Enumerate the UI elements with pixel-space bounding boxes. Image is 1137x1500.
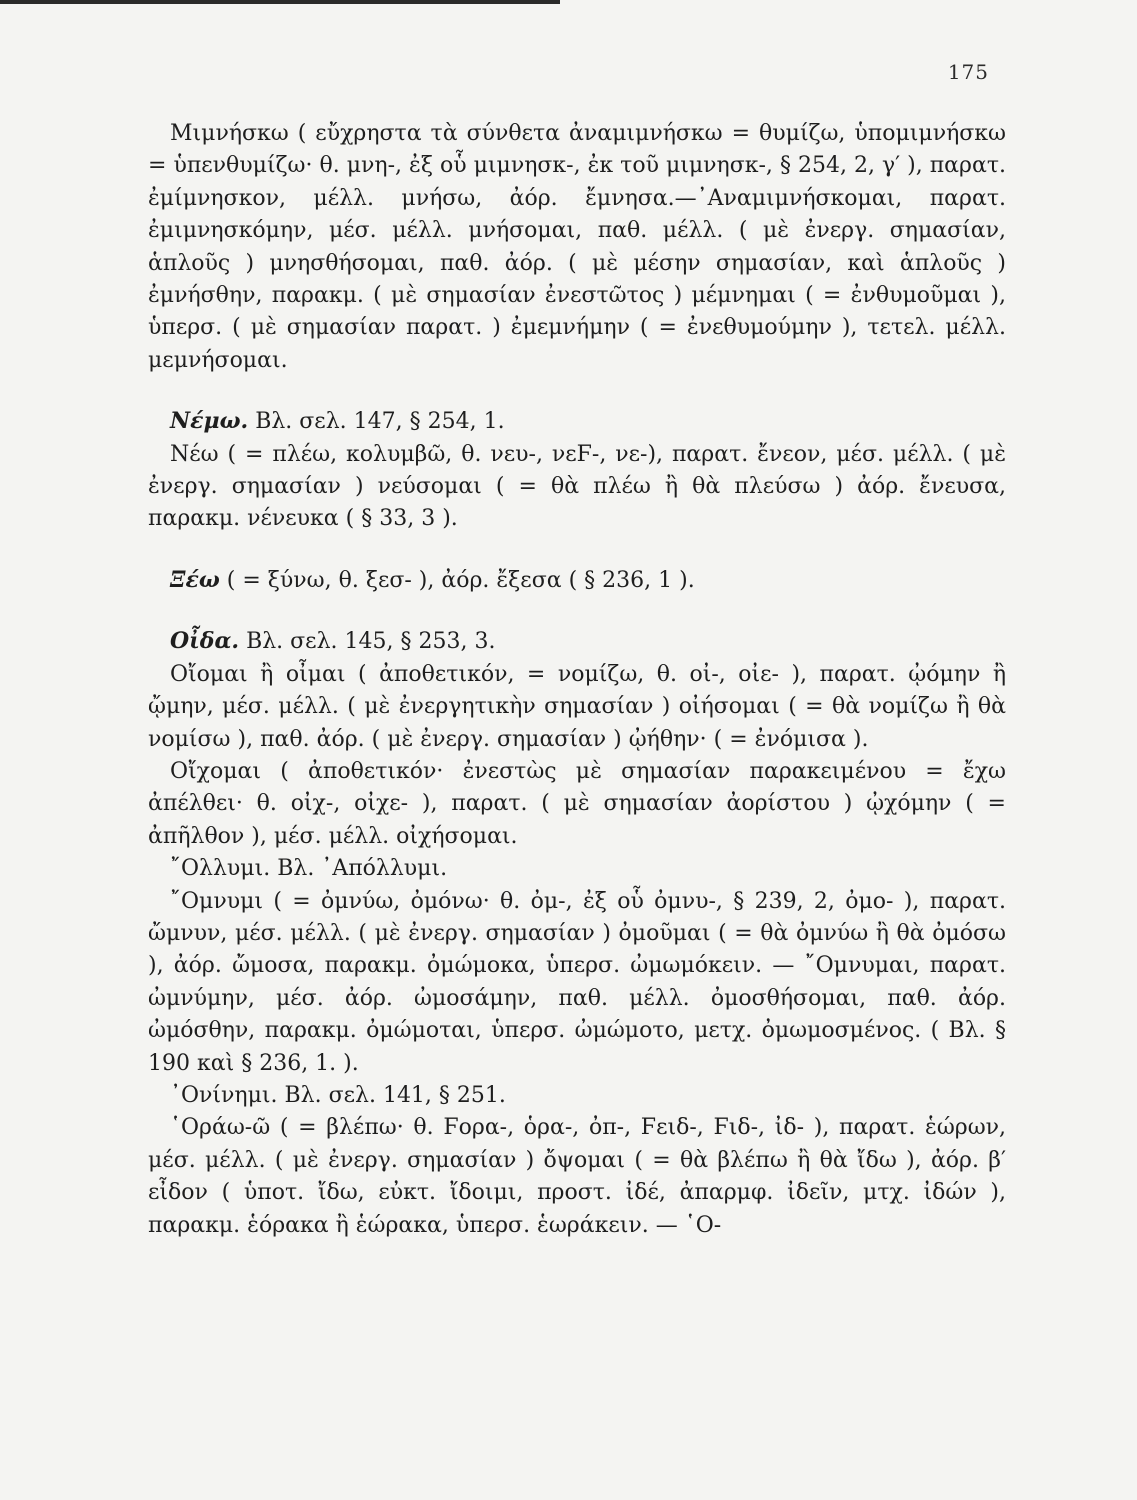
entry-ollymi: ῎Ολλυμι. Βλ. ᾿Απόλλυμι. bbox=[170, 856, 448, 882]
entry-xeo bbox=[148, 564, 1006, 597]
entry-oida-headword: Οἶδα. bbox=[170, 628, 240, 655]
entry-nemo-body: Βλ. σελ. 147, § 254, 1. bbox=[248, 409, 505, 435]
entry-nemo bbox=[148, 405, 1006, 438]
entry-xeo-body: ( = ξύνω, θ. ξεσ- ), ἀόρ. ἔξεσα ( § 236, 1 ). bbox=[219, 567, 695, 593]
entry-orao: ῾Οράω-ῶ ( = βλέπω· θ. Ϝορα-, ὁρα-, ὀπ-, Ϝειδ-, Ϝιδ-, ἰδ- ), παρατ. ἑώρων, μέσ. μέλλ. ( μὲ ἐνεργ. σημασίαν ) ὄψομαι ( = θὰ βλέπω ἢ θὰ ἴδω ), ἀόρ. β′ εἶδον ( ὑποτ. ἴδω, εὐκτ. ἴδοιμι, προστ. ἰδέ, ἀπαρμφ. ἰδεῖν, μτχ. ἰδών ), παρακμ. ἑόρακα ἢ ἑώρακα, ὑπερσ. ἑωράκειν. — ῾Ο- bbox=[148, 1115, 1006, 1238]
entry-omnymi: ῎Ομνυμι ( = ὀμνύω, ὀμόνω· θ. ὀμ-, ἐξ οὗ ὀμνυ-, § 239, 2, ὀμο- ), παρατ. ὤμνυν, μέσ. μέλλ. ( μὲ ἐνεργ. σημασίαν ) ὀμοῦμαι ( = θὰ ὀμνύω ἢ θὰ ὀμόσω ), ἀόρ. ὤμοσα, παρακμ. ὀμώμοκα, ὑπερσ. ὠμωμόκειν. — ῎Ομνυμαι, παρατ. ὠμνύμην, μέσ. ἀόρ. ὠμοσάμην, παθ. μέλλ. ὀμοσθήσομαι, παθ. ἀόρ. ὠμόσθην, παρακμ. ὀμώμοται, ὑπερσ. ὠμώμοτο, μετχ. ὀμωμοσμένος. ( Βλ. § 190 καὶ § 236, 1. ). bbox=[148, 888, 1006, 1076]
top-scan-edge bbox=[0, 0, 560, 4]
entry-xeo-headword: Ξέω bbox=[170, 566, 220, 593]
entry-nemo-headword: Νέμω. bbox=[170, 408, 249, 435]
dictionary-text bbox=[148, 118, 1006, 1242]
entry-oninimi: ᾿Ονίνημι. Βλ. σελ. 141, § 251. bbox=[170, 1082, 506, 1108]
entry-oiomai: Οἴομαι ἢ οἶμαι ( ἀποθετικόν, = νομίζω, θ. οἰ-, οἰε- ), παρατ. ᾠόμην ἢ ᾤμην, μέσ. μέλλ. ( μὲ ἐνεργητικὴν σημασίαν ) οἰήσομαι ( = θὰ νομίζω ἢ θὰ νομίσω ), παθ. ἀόρ. ( μὲ ἐνεργ. σημασίαν ) ᾠήθην· ( = ἐνόμισα ). bbox=[148, 661, 1006, 752]
page-number: 175 bbox=[947, 60, 989, 84]
entry-mimnisko: Μιμνήσκω ( εὔχρηστα τὰ σύνθετα ἀναμιμνήσκω = θυμίζω, ὑπομιμνήσκω = ὑπενθυμίζω· θ. μνη-, ἐξ οὗ μιμνησκ-, ἐκ τοῦ μιμνησκ-, § 254, 2, γ′ ), παρατ. ἐμίμνησκον, μέλλ. μνήσω, ἀόρ. ἔμνησα.—᾿Αναμιμνήσκομαι, παρατ. ἐμιμνησκόμην, μέσ. μέλλ. μνήσομαι, παθ. μέλλ. ( μὲ ἐνεργ. σημασίαν, ἁπλοῦς ) μνησθήσομαι, παθ. ἀόρ. ( μὲ μέσην σημασίαν, καὶ ἁπλοῦς ) ἐμνήσθην, παρακμ. ( μὲ σημασίαν ἐνεστῶτος ) μέμνημαι ( = ἐνθυμοῦμαι ), ὑπερσ. ( μὲ σημασίαν παρατ. ) ἐμεμνήμην ( = ἐνεθυμούμην ), τετελ. μέλλ. μεμνήσομαι. bbox=[148, 121, 1006, 373]
entry-neo: Νέω ( = πλέω, κολυμβῶ, θ. νευ-, νεϜ-, νε-), παρατ. ἔνεον, μέσ. μέλλ. ( μὲ ἐνεργ. σημασίαν ) νεύσομαι ( = θὰ πλέω ἢ θὰ πλεύσω ) ἀόρ. ἔνευσα, παρακμ. νένευκα ( § 33, 3 ). bbox=[148, 441, 1006, 532]
entry-oida bbox=[148, 625, 1006, 658]
entry-oida-body: Βλ. σελ. 145, § 253, 3. bbox=[239, 629, 496, 655]
entry-oichomai: Οἴχομαι ( ἀποθετικόν· ἐνεστὼς μὲ σημασίαν παρακειμένου = ἔχω ἀπέλθει· θ. οἰχ-, οἰχε- ), παρατ. ( μὲ σημασίαν ἀορίστου ) ᾠχόμην ( = ἀπῆλθον ), μέσ. μέλλ. οἰχήσομαι. bbox=[148, 758, 1006, 849]
